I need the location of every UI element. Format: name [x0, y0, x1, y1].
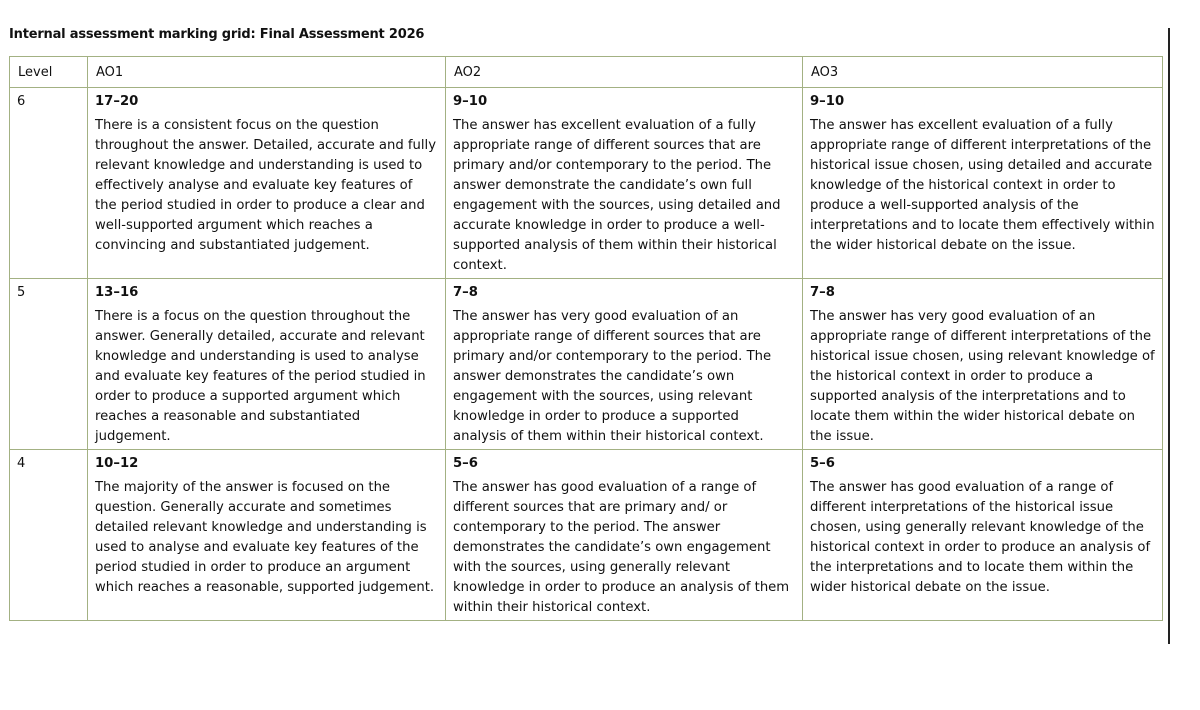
descriptor-text: The answer has excellent evaluation of a fully appropriate range of different sources that are primary and/or contemporary to the period. The answer demonstrate the candidate’s own full engagement with the sources, using detailed and accurate knowledge in order to produce a well-supported analysis of them within their historical context. [453, 118, 781, 273]
mark-range: 5–6 [453, 456, 478, 471]
mark-range: 9–10 [453, 94, 488, 109]
descriptor-text: The answer has good evaluation of a range of different sources that are primary and/ or contemporary to the period. The answer demonstrates the candidate’s own engagement with the sources, using generally relevant knowledge in order to produce an analysis of them within their historical context. [453, 480, 790, 615]
ao2-cell [446, 450, 803, 621]
mark-range: 13–16 [95, 285, 139, 300]
header-ao3: AO3 [803, 57, 1163, 88]
descriptor-text: The answer has very good evaluation of an appropriate range of different sources that are primary and/or contemporary to the period. The answer demonstrates the candidate’s own engagement with the sources, using relevant knowledge in order to produce a supported analysis of them within their historical context. [453, 309, 772, 444]
level-cell: 4 [10, 450, 88, 621]
descriptor-text: The majority of the answer is focused on the question. Generally accurate and sometimes detailed relevant knowledge and understanding is used to analyse and evaluate key features of the period studied in order to produce an argument which reaches a reasonable, supported judgement. [95, 480, 435, 595]
ao1-cell [88, 88, 446, 279]
page-title: Internal assessment marking grid: Final Assessment 2026 [9, 27, 425, 42]
mark-range: 17–20 [95, 94, 139, 109]
descriptor-text: The answer has very good evaluation of an appropriate range of different interpretations of the historical issue chosen, using relevant knowledge of the historical context in order to produce a supported analysis of the interpretations and to locate them within the wider historical debate on the issue. [810, 309, 1155, 444]
level-cell: 5 [10, 279, 88, 450]
ao3-cell [803, 450, 1163, 621]
header-ao1: AO1 [88, 57, 446, 88]
header-level: Level [10, 57, 88, 88]
table-row [10, 279, 1163, 450]
level-cell: 6 [10, 88, 88, 279]
ao1-cell [88, 450, 446, 621]
mark-range: 10–12 [95, 456, 139, 471]
ao3-cell [803, 279, 1163, 450]
descriptor-text: There is a consistent focus on the question throughout the answer. Detailed, accurate and fully relevant knowledge and understanding is used to effectively analyse and evaluate key features of the period studied in order to produce a clear and well-supported argument which reaches a convincing and substantiated judgement. [95, 118, 437, 253]
ao2-cell [446, 279, 803, 450]
table-row [10, 450, 1163, 621]
mark-range: 7–8 [453, 285, 478, 300]
marking-grid-table [9, 56, 1163, 621]
mark-range: 7–8 [810, 285, 835, 300]
mark-range: 5–6 [810, 456, 835, 471]
descriptor-text: There is a focus on the question throughout the answer. Generally detailed, accurate and relevant knowledge and understanding is used to analyse and evaluate key features of the period studied in order to produce a supported argument which reaches a reasonable and substantiated judgement. [95, 309, 426, 444]
ao3-cell [803, 88, 1163, 279]
ao1-cell [88, 279, 446, 450]
descriptor-text: The answer has excellent evaluation of a fully appropriate range of different interpretations of the historical issue chosen, using detailed and accurate knowledge of the historical context in order to produce a well-supported analysis of the interpretations and to locate them effectively within the wider historical debate on the issue. [810, 118, 1155, 253]
header-row [10, 57, 1163, 88]
mark-range: 9–10 [810, 94, 845, 109]
descriptor-text: The answer has good evaluation of a range of different interpretations of the historical issue chosen, using generally relevant knowledge of the historical context in order to produce an analysis of the interpretations and to locate them within the wider historical debate on the issue. [810, 480, 1151, 595]
ao2-cell [446, 88, 803, 279]
right-edge-rule [1168, 28, 1170, 644]
header-ao2: AO2 [446, 57, 803, 88]
table-row [10, 88, 1163, 279]
